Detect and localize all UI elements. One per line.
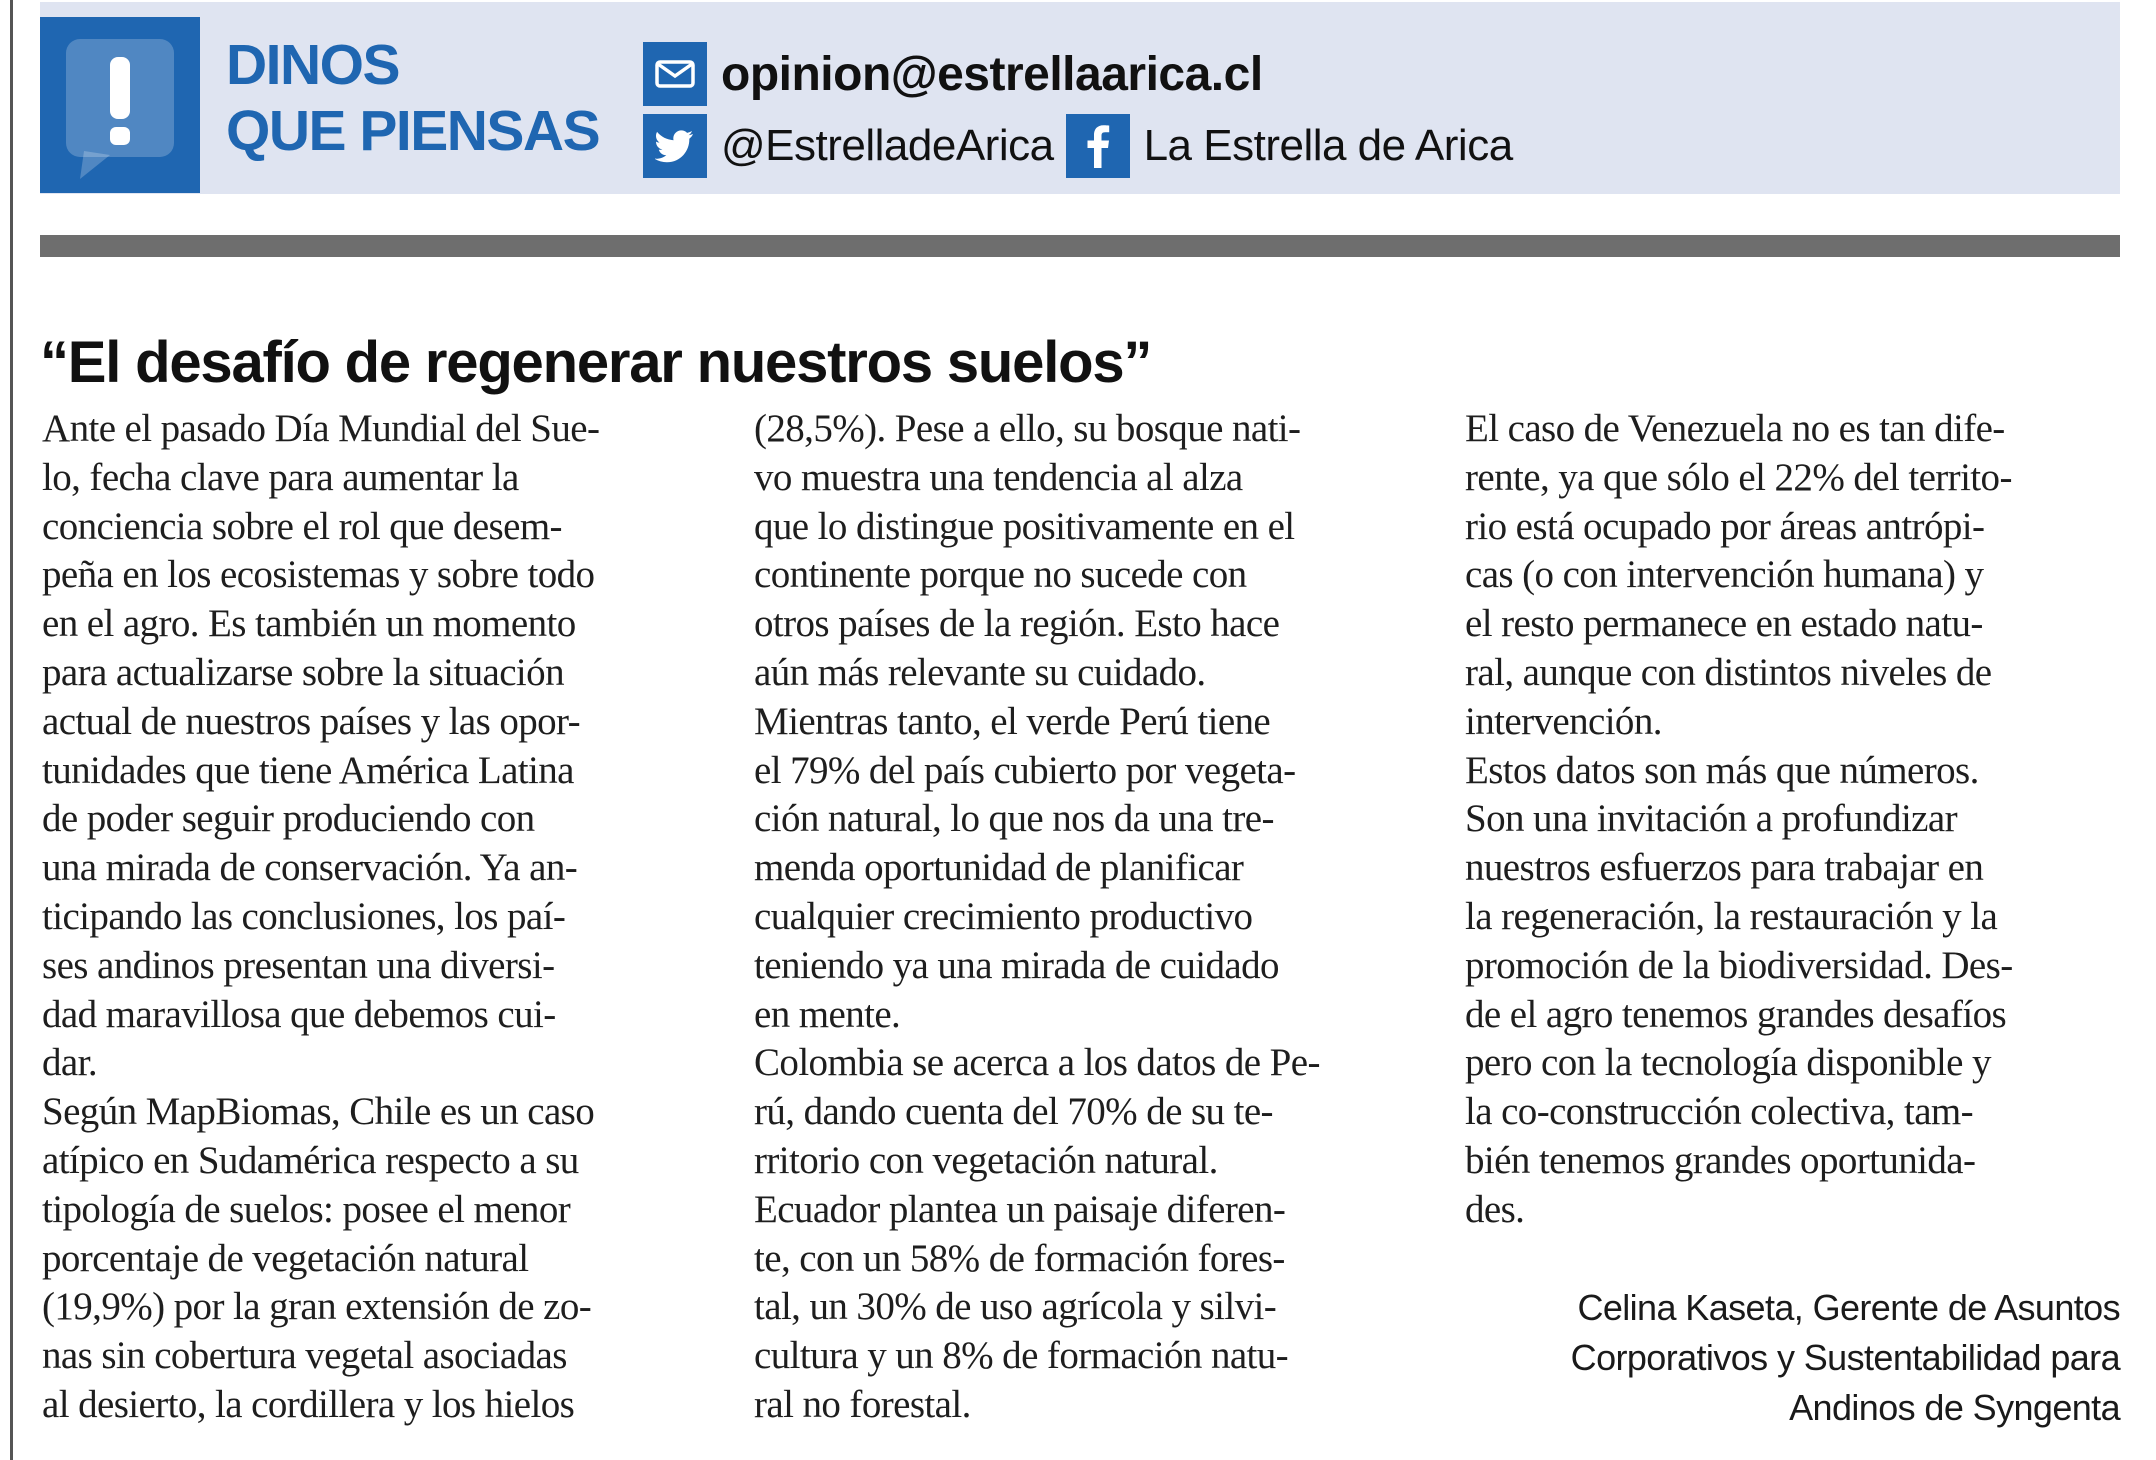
social-contact-row bbox=[643, 113, 1513, 179]
mail-icon bbox=[643, 42, 707, 106]
article-text-line: nuestros esfuerzos para trabajar en bbox=[1465, 846, 1984, 890]
article-text-line: pero con la tecnología disponible y bbox=[1465, 1041, 1991, 1085]
article-text-line: El caso de Venezuela no es tan dife- bbox=[1465, 407, 2005, 450]
article-text-line: te, con un 58% de formación fores- bbox=[754, 1236, 1285, 1280]
signature-line: Andinos de Syngenta bbox=[1789, 1387, 2120, 1428]
exclamation-speech-bubble-icon bbox=[40, 17, 200, 193]
article-text-line: al desierto, la cordillera y los hielos bbox=[42, 1382, 575, 1426]
article-text-line: de el agro tenemos grandes desafíos bbox=[1465, 992, 2007, 1036]
article-text-line: para actualizarse sobre la situación bbox=[42, 650, 564, 694]
article-text-line: la regeneración, la restauración y la bbox=[1465, 894, 1998, 938]
article-text-line: porcentaje de vegetación natural bbox=[42, 1236, 529, 1280]
article-text-line: dad maravillosa que debemos cui- bbox=[42, 992, 556, 1036]
article-text-line: rente, ya que sólo el 22% del territo- bbox=[1465, 455, 2012, 499]
article-text-line: tunidades que tiene América Latina bbox=[42, 748, 574, 792]
article-text-line: (28,5%). Pese a ello, su bosque nati- bbox=[754, 407, 1301, 450]
article-text-line: ticipando las conclusiones, los paí- bbox=[42, 894, 566, 938]
article-text-line: ral no forestal. bbox=[754, 1382, 971, 1426]
article-text-line: menda oportunidad de planificar bbox=[754, 846, 1244, 890]
email-contact-row bbox=[643, 40, 1263, 108]
article-text-line: en mente. bbox=[754, 992, 901, 1036]
article-text-line: teniendo ya una mirada de cuidado bbox=[754, 943, 1279, 987]
article-text-line: promoción de la biodiversidad. Des- bbox=[1465, 943, 2013, 987]
section-title bbox=[226, 32, 626, 164]
article-text-line: Según MapBiomas, Chile es un caso bbox=[42, 1090, 595, 1134]
signature-line: Celina Kaseta, Gerente de Asuntos bbox=[1577, 1287, 2120, 1328]
article-text-line: aún más relevante su cuidado. bbox=[754, 650, 1206, 694]
article-text-line: el 79% del país cubierto por vegeta- bbox=[754, 748, 1296, 792]
article-text-line: atípico en Sudamérica respecto a su bbox=[42, 1138, 579, 1182]
article-text-line: tipología de suelos: posee el menor bbox=[42, 1187, 571, 1231]
article-text-line: continente porque no sucede con bbox=[754, 553, 1247, 597]
article-text-line: de poder seguir produciendo con bbox=[42, 797, 535, 841]
article-text-line: cas (o con intervención humana) y bbox=[1465, 553, 1984, 597]
article-text-line: tal, un 30% de uso agrícola y silvi- bbox=[754, 1285, 1277, 1329]
section-title-line: QUE PIENSAS bbox=[226, 99, 600, 163]
article-text-line: Estos datos son más que números. bbox=[1465, 748, 1979, 792]
article-column-3 bbox=[1465, 405, 2125, 1235]
article-text-line: rritorio con vegetación natural. bbox=[754, 1138, 1218, 1182]
article-text-line: Son una invitación a profundizar bbox=[1465, 797, 1957, 841]
article-text-line: nas sin cobertura vegetal asociadas bbox=[42, 1334, 567, 1378]
facebook-page: La Estrella de Arica bbox=[1143, 121, 1513, 170]
article-text-line: dar. bbox=[42, 1041, 97, 1085]
article-text-line: rio está ocupado por áreas antrópi- bbox=[1465, 504, 1985, 548]
article-text-line: lo, fecha clave para aumentar la bbox=[42, 455, 519, 499]
article-text-line: el resto permanece en estado natu- bbox=[1465, 602, 1983, 646]
article-text-line: conciencia sobre el rol que desem- bbox=[42, 504, 562, 548]
article-text-line: Colombia se acerca a los datos de Pe- bbox=[754, 1041, 1320, 1085]
article-text-line: vo muestra una tendencia al alza bbox=[754, 455, 1243, 499]
twitter-handle: @EstrelladeArica bbox=[721, 121, 1054, 170]
article-column-2 bbox=[754, 405, 1414, 1430]
article-text-line: cualquier crecimiento productivo bbox=[754, 894, 1253, 938]
page-edge-rule bbox=[10, 0, 13, 1460]
article-text-line: intervención. bbox=[1465, 699, 1662, 743]
facebook-icon bbox=[1066, 114, 1130, 178]
section-divider bbox=[40, 235, 2120, 257]
article-column-1 bbox=[42, 405, 702, 1430]
contact-email: opinion@estrellaarica.cl bbox=[721, 47, 1263, 101]
signature-line: Corporativos y Sustentabilidad para bbox=[1570, 1337, 2120, 1378]
article-text-line: Ecuador plantea un paisaje diferen- bbox=[754, 1187, 1286, 1231]
article-text-line: cultura y un 8% de formación natu- bbox=[754, 1334, 1289, 1378]
article-text-line: ses andinos presentan una diversi- bbox=[42, 943, 555, 987]
article-text-line: rú, dando cuenta del 70% de su te- bbox=[754, 1090, 1273, 1134]
logo-box bbox=[40, 17, 200, 193]
article-text-line: actual de nuestros países y las opor- bbox=[42, 699, 581, 743]
section-title-line: DINOS bbox=[226, 33, 400, 97]
article-text-line: otros países de la región. Esto hace bbox=[754, 602, 1280, 646]
article-text-line: en el agro. Es también un momento bbox=[42, 602, 576, 646]
author-signature bbox=[1420, 1283, 2120, 1433]
article-text-line: que lo distingue positivamente en el bbox=[754, 504, 1295, 548]
article-text-line: ción natural, lo que nos da una tre- bbox=[754, 797, 1274, 841]
article-headline: “El desafío de regenerar nuestros suelos” bbox=[40, 329, 1152, 395]
article-text-line: peña en los ecosistemas y sobre todo bbox=[42, 553, 595, 597]
article-text-line: des. bbox=[1465, 1187, 1525, 1231]
article-text-line: ral, aunque con distintos niveles de bbox=[1465, 650, 1992, 694]
article-text-line: bién tenemos grandes oportunida- bbox=[1465, 1138, 1976, 1182]
article-text-line: Ante el pasado Día Mundial del Sue- bbox=[42, 407, 600, 450]
article-text-line: la co-construcción colectiva, tam- bbox=[1465, 1090, 1974, 1134]
article-text-line: (19,9%) por la gran extensión de zo- bbox=[42, 1285, 592, 1329]
article-text-line: Mientras tanto, el verde Perú tiene bbox=[754, 699, 1271, 743]
twitter-icon bbox=[643, 114, 707, 178]
article-text-line: una mirada de conservación. Ya an- bbox=[42, 846, 578, 890]
